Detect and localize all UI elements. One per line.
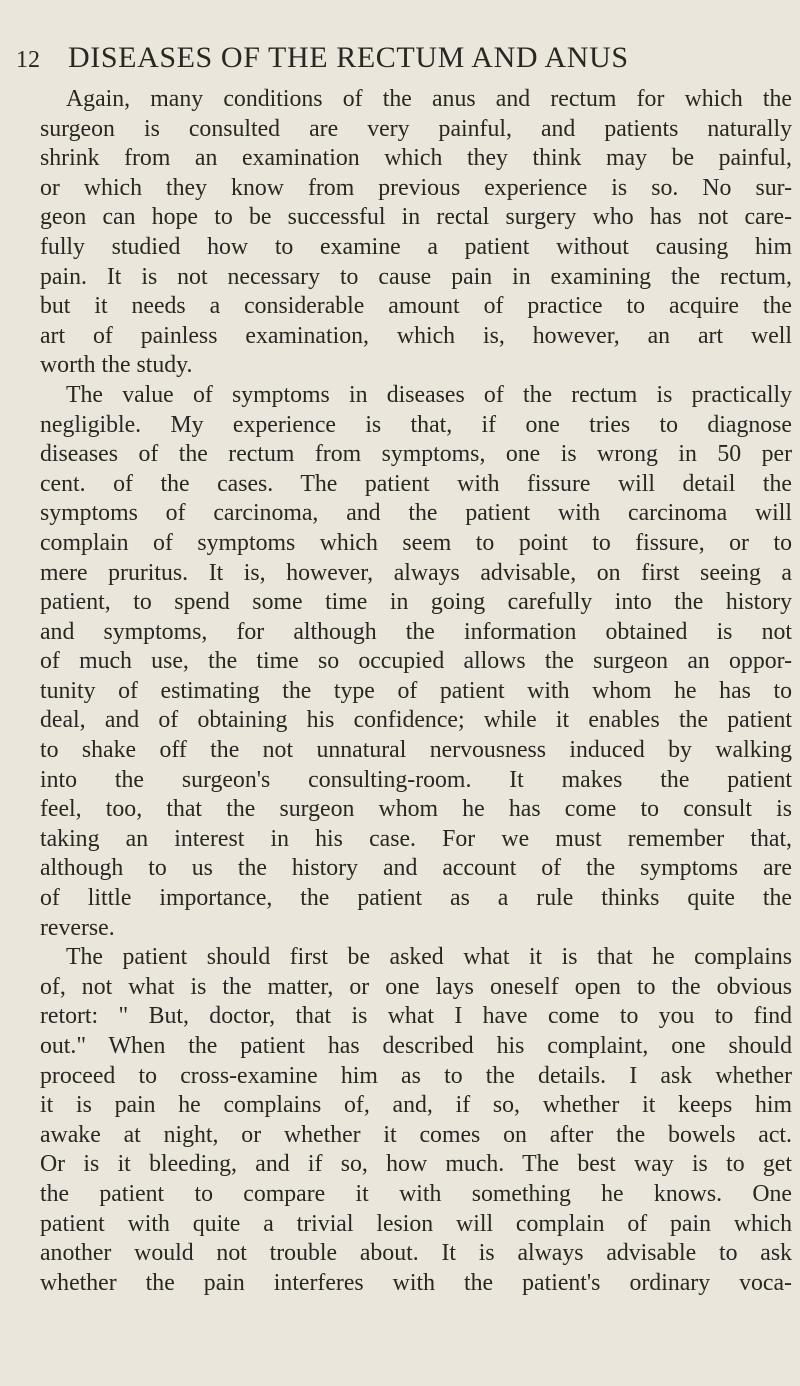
text-line: tunity of estimating the type of patient with whom he has to [40, 677, 792, 704]
text-line: art of painless examination, which is, however, an art well [40, 322, 792, 349]
text-line: surgeon is consulted are very painful, and patients naturally [40, 115, 792, 142]
text-line: but it needs a considerable amount of practice to acquire the [40, 293, 792, 320]
text-line: deal, and of obtaining his confidence; while it enables the patient [40, 707, 792, 734]
text-line: proceed to cross-examine him as to the details. I ask whether [40, 1062, 792, 1089]
text-line: negligible. My experience is that, if one tries to diagnose [40, 411, 792, 438]
text-line: of little importance, the patient as a rule thinks quite the [40, 885, 792, 912]
text-line: patient, to spend some time in going carefully into the history [40, 589, 792, 616]
text-line: or which they know from previous experience is so. No sur- [40, 174, 792, 201]
page-number: 12 [16, 47, 40, 73]
text-line: fully studied how to examine a patient without causing him [40, 233, 792, 260]
text-line: feel, too, that the surgeon whom he has come to consult is [40, 796, 792, 823]
text-line: pain. It is not necessary to cause pain in examining the rectum, [40, 263, 792, 290]
text-line: taking an interest in his case. For we must remember that, [40, 825, 792, 852]
text-line: to shake off the not unnatural nervousness induced by walking [40, 737, 792, 764]
text-line: whether the pain interferes with the patient's ordinary voca- [40, 1269, 792, 1296]
text-line: The patient should first be asked what it is that he complains [66, 944, 792, 971]
text-line: worth the study. [40, 352, 193, 379]
text-line: The value of symptoms in diseases of the rectum is practically [66, 381, 792, 408]
text-line: of, not what is the matter, or one lays oneself open to the obvious [40, 973, 792, 1000]
text-line: shrink from an examination which they think may be painful, [40, 145, 792, 172]
text-line: patient with quite a trivial lesion will complain of pain which [40, 1210, 792, 1237]
text-line: geon can hope to be successful in rectal surgery who has not care- [40, 204, 792, 231]
text-line: of much use, the time so occupied allows the surgeon an oppor- [40, 648, 792, 675]
running-head [16, 40, 716, 76]
text-line: reverse. [40, 914, 115, 941]
text-line: although to us the history and account of the symptoms are [40, 855, 792, 882]
text-line: into the surgeon's consulting-room. It makes the patient [40, 766, 792, 793]
text-line: out." When the patient has described his complaint, one should [40, 1033, 792, 1059]
text-line: Again, many conditions of the anus and rectum for which the [66, 86, 792, 112]
text-line: awake at night, or whether it comes on after the bowels act. [40, 1121, 792, 1148]
running-title: DISEASES OF THE RECTUM AND ANUS [68, 41, 629, 74]
text-line: retort: " But, doctor, that is what I have come to you to find [40, 1003, 792, 1030]
text-line: mere pruritus. It is, however, always advisable, on first seeing a [40, 559, 792, 586]
text-line: Or is it bleeding, and if so, how much. The best way is to get [40, 1151, 792, 1178]
text-line: the patient to compare it with something he knows. One [40, 1180, 792, 1207]
text-line: another would not trouble about. It is always advisable to ask [40, 1240, 792, 1267]
text-line: cent. of the cases. The patient with fissure will detail the [40, 470, 792, 497]
text-line: diseases of the rectum from symptoms, one is wrong in 50 per [40, 441, 792, 468]
text-line: complain of symptoms which seem to point to fissure, or to [40, 529, 792, 556]
text-line: and symptoms, for although the information obtained is not [40, 618, 792, 645]
body-text [40, 85, 792, 1298]
text-line: symptoms of carcinoma, and the patient with carcinoma will [40, 500, 792, 527]
text-line: it is pain he complains of, and, if so, whether it keeps him [40, 1092, 792, 1119]
